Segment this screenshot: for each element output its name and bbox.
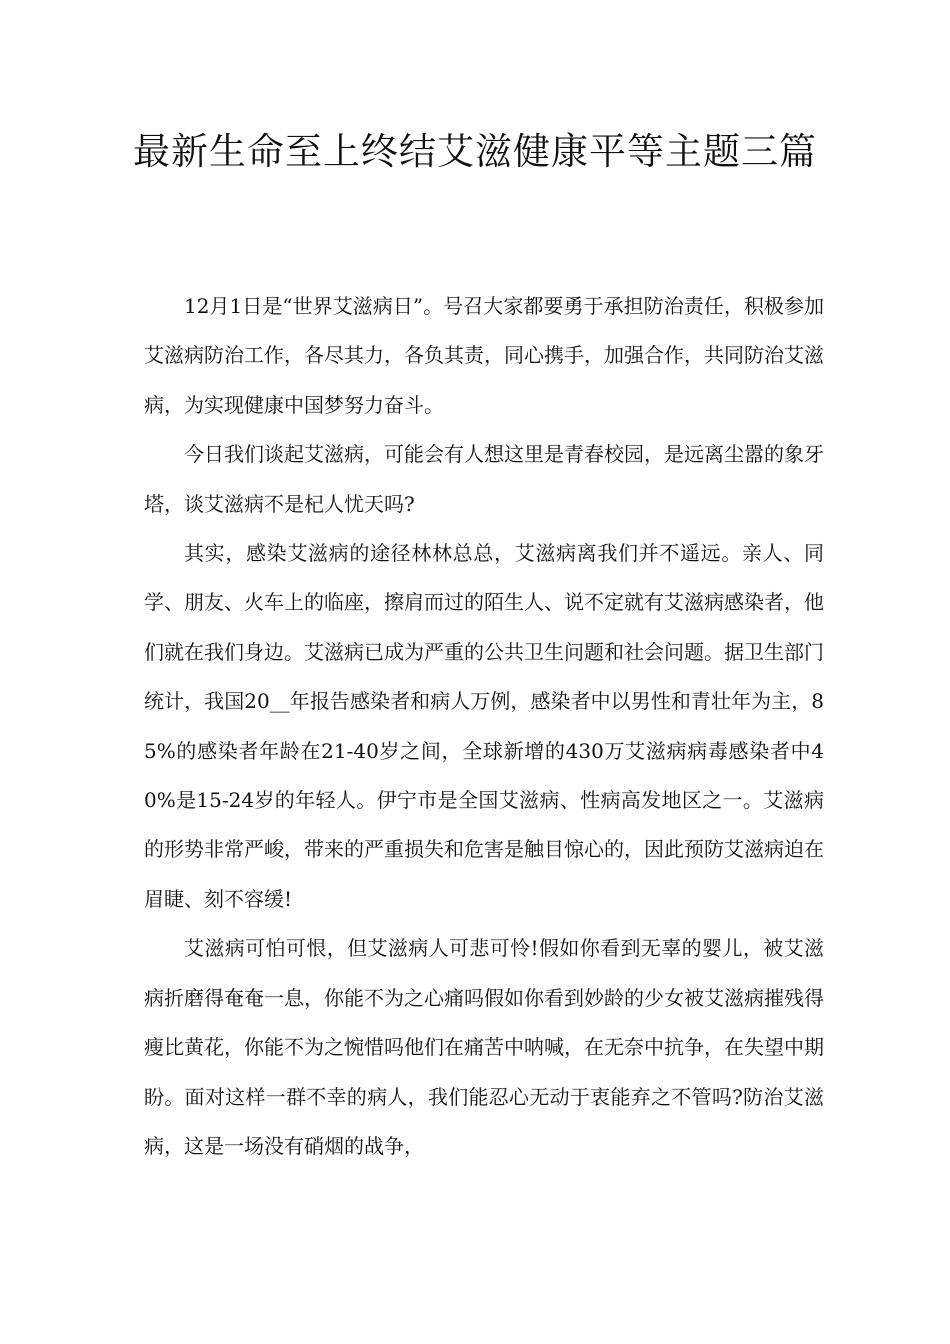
- document-body: [144, 282, 824, 1171]
- paragraph-3: 其实，感染艾滋病的途径林林总总，艾滋病离我们并不遥远。亲人、同学、朋友、火车上的临座，擦肩而过的陌生人、说不定就有艾滋病感染者，他们就在我们身边。艾滋病已成为严重的公共卫生问题和社会问题。据卫生部门统计，我国20__年报告感染者和病人万例，感染者中以男性和青壮年为主，85%的感染者年龄在21-40岁之间，全球新增的430万艾滋病病毒感染者中40%是15-24岁的年轻人。伊宁市是全国艾滋病、性病高发地区之一。艾滋病的形势非常严峻，带来的严重损失和危害是触目惊心的，因此预防艾滋病迫在眉睫、刻不容缓!: [144, 541, 824, 911]
- paragraph-2: 今日我们谈起艾滋病，可能会有人想这里是青春校园，是远离尘嚣的象牙塔，谈艾滋病不是杞人忧天吗?: [144, 442, 824, 516]
- document-title: 最新生命至上终结艾滋健康平等主题三篇: [133, 130, 817, 173]
- paragraph-1: 12月1日是“世界艾滋病日”。号召大家都要勇于承担防治责任，积极参加艾滋病防治工作，各尽其力，各负其责，同心携手，加强合作，共同防治艾滋病，为实现健康中国梦努力奋斗。: [144, 294, 824, 417]
- paragraph-4: 艾滋病可怕可恨，但艾滋病人可悲可怜!假如你看到无辜的婴儿，被艾滋病折磨得奄奄一息，你能不为之心痛吗假如你看到妙龄的少女被艾滋病摧残得瘦比黄花，你能不为之惋惜吗他们在痛苦中呐喊，在无奈中抗争，在失望中期盼。面对这样一群不幸的病人，我们能忍心无动于衷能弃之不管吗?防治艾滋病，这是一场没有硝烟的战争，: [144, 936, 824, 1158]
